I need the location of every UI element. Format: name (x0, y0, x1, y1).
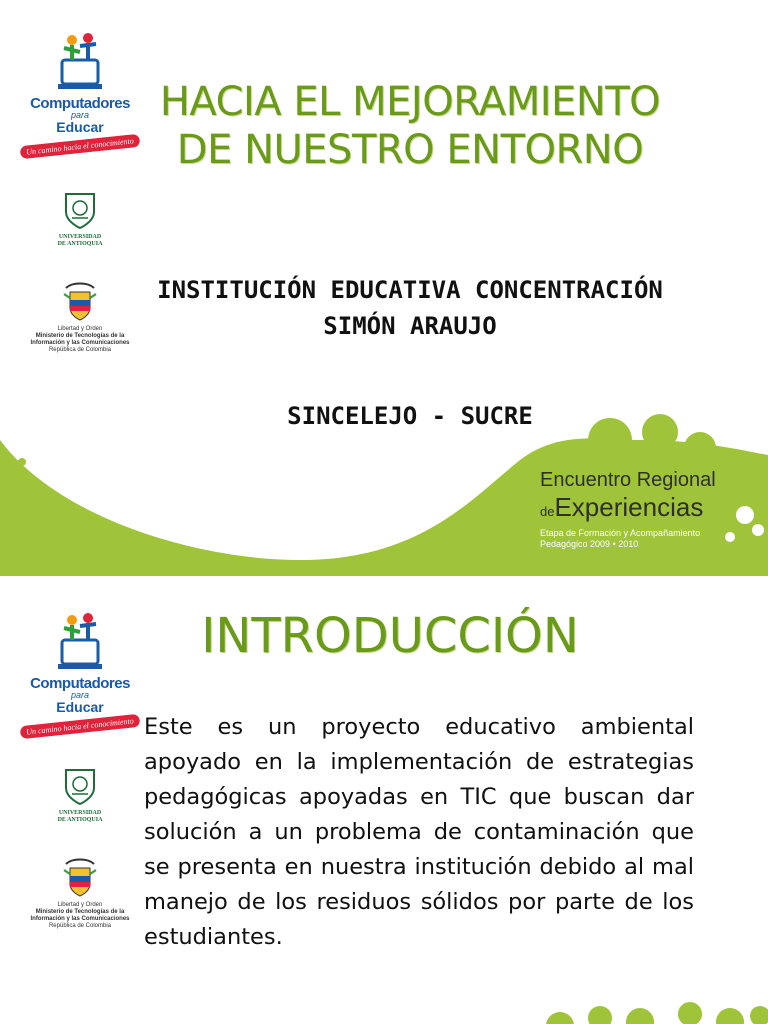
cpe-ribbon: Un camino hacia el conocimiento (20, 134, 141, 159)
mintic-text-line1: Ministerio de Tecnologías de la (35, 909, 125, 915)
event-subtitle-line2: Pedagógico 2009 • 2010 (540, 539, 639, 549)
computadores-para-educar-logo-2 (20, 610, 140, 737)
event-title-line1: Encuentro Regional (540, 469, 716, 491)
cpe-text-line1: Computadores (30, 675, 130, 692)
school-name: INSTITUCIÓN EDUCATIVA CONCENTRACIÓN SIMÓN ARAUJO (157, 276, 663, 340)
computadores-para-educar-logo (20, 30, 140, 157)
mintic-text-line2: Información y las Comunicaciones (30, 340, 130, 346)
cpe-ribbon: Un camino hacia el conocimiento (20, 714, 141, 739)
cpe-text-line3: Educar (56, 119, 104, 135)
cover-title: HACIA EL MEJORAMIENTO DE NUESTRO ENTORNO (159, 79, 661, 173)
udea-text-line1: UNIVERSIDAD (58, 810, 102, 816)
slide-introduction (0, 586, 768, 1024)
udea-text-line2: DE ANTIOQUIA (57, 241, 103, 247)
kids-computer-icon (50, 610, 110, 672)
udea-text-line2: DE ANTIOQUIA (57, 817, 103, 823)
colombia-coat-of-arms-icon (62, 282, 98, 322)
cpe-text-line3: Educar (56, 699, 104, 715)
mintic-motto: Libertad y Orden (57, 902, 103, 908)
kids-computer-icon (50, 30, 110, 92)
introduction-title: INTRODUCCIÓN (201, 608, 579, 664)
udea-seal-icon (60, 766, 100, 806)
cpe-text-line2: para (70, 110, 89, 120)
event-subtitle (540, 528, 700, 550)
colombia-coat-of-arms-icon (62, 858, 98, 898)
cpe-text-line2: para (70, 690, 89, 700)
universidad-de-antioquia-logo-2 (48, 766, 112, 824)
mintic-text-line3: República de Colombia (48, 347, 112, 353)
universidad-de-antioquia-logo (48, 190, 112, 248)
city-location: SINCELEJO - SUCRE (287, 402, 533, 430)
event-experiencias: Experiencias (554, 492, 704, 522)
udea-seal-icon (60, 190, 100, 230)
mintic-text-line2: Información y las Comunicaciones (30, 916, 130, 922)
cpe-text-line1: Computadores (30, 95, 130, 112)
mintic-text-line3: República de Colombia (48, 923, 112, 929)
introduction-body: Este es un proyecto educativo ambiental apoyado en la implementación de estrategias pedagógicas apoyadas en TIC que buscan dar solución a un problema de contaminación que se presenta en nuestra institución debido al mal manejo de los residuos sólidos por parte de los estudiantes. (144, 714, 694, 950)
mintic-logo (20, 282, 140, 354)
mintic-text-line1: Ministerio de Tecnologías de la (35, 333, 125, 339)
event-de: de (540, 504, 555, 519)
event-subtitle-line1: Etapa de Formación y Acompañamiento (540, 528, 701, 538)
mintic-motto: Libertad y Orden (57, 326, 103, 332)
mintic-logo-2 (20, 858, 140, 930)
event-title-line2 (540, 493, 703, 526)
udea-text-line1: UNIVERSIDAD (58, 234, 102, 240)
slide-separator (0, 576, 768, 586)
